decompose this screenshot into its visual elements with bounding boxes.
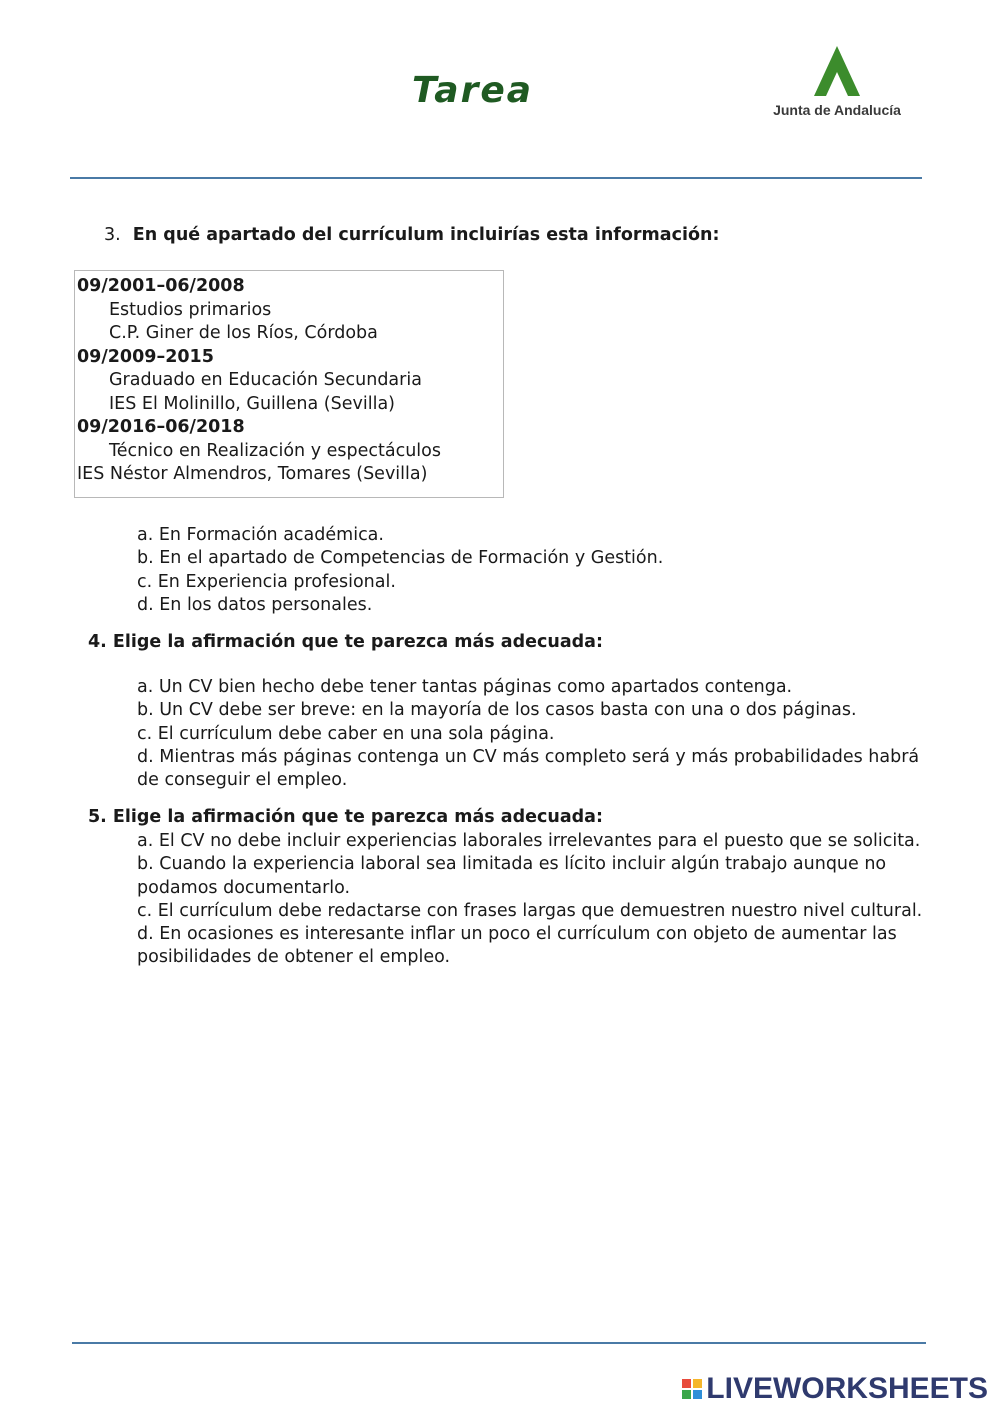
- question-4-text: 4. Elige la afirmación que te parezca más adecuada:: [88, 632, 603, 652]
- box-line-6: IES Néstor Almendros, Tomares (Sevilla): [77, 464, 428, 484]
- option-5b[interactable]: b. Cuando la experiencia laboral sea limitada es lícito incluir algún trabajo aunque no podamos documentarlo.: [137, 854, 887, 898]
- liveworksheets-icon: [682, 1379, 702, 1399]
- box-line-2: C.P. Giner de los Ríos, Córdoba: [109, 323, 378, 343]
- question-5-text: 5. Elige la afirmación que te parezca más adecuada:: [88, 807, 603, 827]
- option-3d[interactable]: d. En los datos personales.: [137, 594, 373, 615]
- junta-logo-icon: [772, 44, 902, 102]
- box-date-2: 09/2009–2015: [77, 346, 214, 367]
- education-box: [74, 270, 504, 498]
- option-5a[interactable]: a. El CV no debe incluir experiencias laborales irrelevantes para el puesto que se solicita.: [137, 831, 921, 851]
- option-5d[interactable]: d. En ocasiones es interesante inflar un poco el currículum con objeto de aumentar las posibilidades de obtener el empleo.: [137, 924, 897, 968]
- logo-text: Junta de Andalucía: [773, 102, 901, 118]
- option-5c[interactable]: c. El currículum debe redactarse con frases largas que demuestren nuestro nivel cultural.: [137, 900, 923, 921]
- liveworksheets-brand: [682, 1372, 988, 1406]
- box-line-1: Estudios primarios: [109, 299, 272, 320]
- liveworksheets-text: LIVEWORKSHEETS: [706, 1372, 988, 1405]
- question-3-number: 3.: [104, 225, 121, 245]
- option-3c[interactable]: c. En Experiencia profesional.: [137, 571, 396, 592]
- page-title: Tarea: [412, 70, 534, 111]
- option-4a[interactable]: a. Un CV bien hecho debe tener tantas páginas como apartados contenga.: [137, 677, 793, 697]
- question-4-options: [137, 676, 927, 792]
- question-3-options: [137, 524, 927, 617]
- option-4b[interactable]: b. Un CV debe ser breve: en la mayoría de los casos basta con una o dos páginas.: [137, 700, 857, 721]
- box-date-1: 09/2001–06/2008: [77, 276, 245, 296]
- box-date-3: 09/2016–06/2018: [77, 417, 245, 437]
- junta-logo: [772, 44, 902, 124]
- question-3: [104, 225, 719, 245]
- box-line-5: Técnico en Realización y espectáculos: [109, 440, 441, 461]
- option-4c[interactable]: c. El currículum debe caber en una sola página.: [137, 723, 555, 744]
- option-4d[interactable]: d. Mientras más páginas contenga un CV más completo será y más probabilidades habrá de conseguir el empleo.: [137, 746, 920, 791]
- box-line-4: IES El Molinillo, Guillena (Sevilla): [109, 393, 395, 414]
- footer-divider: [72, 1342, 926, 1344]
- option-3b[interactable]: b. En el apartado de Competencias de Formación y Gestión.: [137, 548, 664, 569]
- box-line-3: Graduado en Educación Secundaria: [109, 370, 422, 390]
- option-3a[interactable]: a. En Formación académica.: [137, 525, 384, 545]
- question-3-text: En qué apartado del currículum incluirías esta información:: [132, 225, 720, 245]
- header-divider: [70, 177, 922, 179]
- question-5-options: [137, 830, 927, 970]
